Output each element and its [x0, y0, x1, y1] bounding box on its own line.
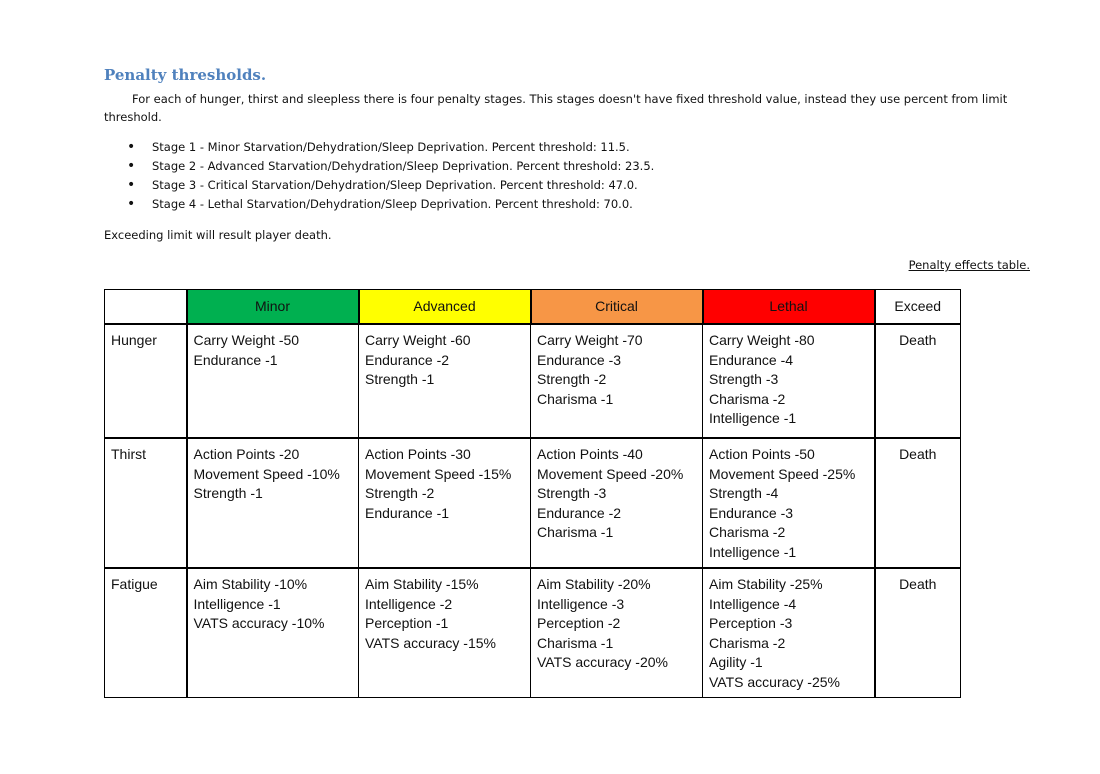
effect-line: Strength -4 [709, 485, 779, 501]
effect-line: Movement Speed -25% [709, 465, 856, 482]
effect-line: Endurance -1 [193, 351, 278, 368]
effect-line: Endurance -2 [365, 351, 450, 368]
cell-exceed: Death [875, 324, 961, 438]
effect-line: VATS accuracy -15% [365, 634, 496, 651]
stage-list-item: • Stage 1 - Minor Starvation/Dehydration/Sleep Deprivation. Percent threshold: 11.5. [104, 138, 654, 157]
effect-line: Carry Weight -80 [709, 332, 815, 348]
effect-line: Strength -2 [537, 371, 607, 387]
effect-line: VATS accuracy -25% [709, 673, 840, 690]
effect-line: Charisma -1 [537, 634, 614, 651]
cell-minor [187, 324, 359, 438]
cell-lethal [703, 568, 875, 698]
death-note: Exceeding limit will result player death. [104, 228, 332, 242]
header-blank [105, 290, 187, 325]
effect-line: Charisma -2 [709, 390, 786, 407]
effect-line: Charisma -1 [537, 524, 614, 540]
intro-paragraph: For each of hunger, thirst and sleepless there is four penalty stages. This stages doesn't have fixed threshold value, instead they use percent from limit threshold. [104, 92, 1008, 124]
effect-line: Strength -1 [365, 371, 435, 387]
table-row-hunger [105, 324, 961, 438]
effect-line: Movement Speed -10% [193, 465, 340, 482]
stage-list-item: • Stage 4 - Lethal Starvation/Dehydration/Sleep Deprivation. Percent threshold: 70.0. [104, 195, 654, 214]
effect-line: Endurance -4 [709, 351, 794, 368]
row-label: Thirst [105, 438, 187, 568]
cell-minor [187, 438, 359, 568]
stage-list-item: • Stage 2 - Advanced Starvation/Dehydration/Sleep Deprivation. Percent threshold: 23.5. [104, 157, 654, 176]
effect-line: Endurance -3 [709, 504, 794, 521]
effect-line: Aim Stability -20% [537, 576, 651, 592]
cell-minor [187, 568, 359, 698]
cell-lethal [703, 324, 875, 438]
effect-line: Charisma -1 [537, 390, 614, 407]
table-header-row [105, 290, 961, 325]
effect-line: Charisma -2 [709, 634, 786, 651]
cell-exceed: Death [875, 438, 961, 568]
header-exceed: Exceed [875, 290, 961, 325]
effect-line: Action Points -50 [709, 446, 815, 462]
effect-line: Movement Speed -20% [537, 465, 684, 482]
penalty-effects-table [104, 289, 961, 698]
effect-line: Endurance -2 [537, 504, 622, 521]
effect-line: Strength -1 [193, 485, 263, 501]
effect-line: Agility -1 [709, 654, 763, 670]
effect-line: VATS accuracy -20% [537, 654, 668, 670]
effect-line: Carry Weight -70 [537, 332, 643, 348]
section-heading: Penalty thresholds. [104, 66, 267, 84]
effect-line: VATS accuracy -10% [193, 615, 325, 631]
effect-line: Intelligence -1 [193, 595, 281, 612]
cell-critical [531, 438, 703, 568]
cell-lethal [703, 438, 875, 568]
row-label: Hunger [105, 324, 187, 438]
effect-line: Strength -2 [365, 485, 435, 501]
effect-line: Movement Speed -15% [365, 465, 512, 482]
effect-line: Strength -3 [709, 371, 779, 387]
effect-line: Intelligence -3 [537, 595, 625, 612]
header-lethal: Lethal [703, 290, 875, 325]
effect-line: Carry Weight -50 [193, 332, 300, 348]
effect-line: Aim Stability -15% [365, 576, 479, 592]
header-minor: Minor [187, 290, 359, 325]
effect-line: Intelligence -1 [709, 543, 797, 560]
effect-line: Endurance -1 [365, 504, 450, 521]
effect-line: Strength -3 [537, 485, 607, 501]
stage-list [104, 138, 654, 214]
cell-advanced [359, 568, 531, 698]
effect-line: Charisma -2 [709, 524, 786, 540]
effect-line: Action Points -40 [537, 446, 643, 462]
effect-line: Perception -3 [709, 615, 793, 631]
cell-advanced [359, 438, 531, 568]
table-row-thirst [105, 438, 961, 568]
effect-line: Aim Stability -10% [193, 576, 308, 592]
effect-line: Perception -2 [537, 615, 621, 631]
header-advanced: Advanced [359, 290, 531, 325]
stage-list-item: • Stage 3 - Critical Starvation/Dehydration/Sleep Deprivation. Percent threshold: 47.0. [104, 176, 654, 195]
effect-line: Intelligence -1 [709, 410, 797, 426]
effect-line: Aim Stability -25% [709, 576, 823, 592]
effect-line: Intelligence -2 [365, 595, 453, 612]
effect-line: Carry Weight -60 [365, 332, 471, 348]
effect-line: Action Points -20 [193, 446, 300, 462]
effect-line: Perception -1 [365, 615, 449, 631]
effect-line: Action Points -30 [365, 446, 471, 462]
header-critical: Critical [531, 290, 703, 325]
effect-line: Intelligence -4 [709, 595, 797, 612]
table-row-fatigue [105, 568, 961, 698]
row-label: Fatigue [105, 568, 187, 698]
effect-line: Endurance -3 [537, 351, 622, 368]
cell-advanced [359, 324, 531, 438]
table-caption: Penalty effects table. [908, 258, 1030, 272]
cell-critical [531, 568, 703, 698]
cell-exceed: Death [875, 568, 961, 698]
cell-critical [531, 324, 703, 438]
